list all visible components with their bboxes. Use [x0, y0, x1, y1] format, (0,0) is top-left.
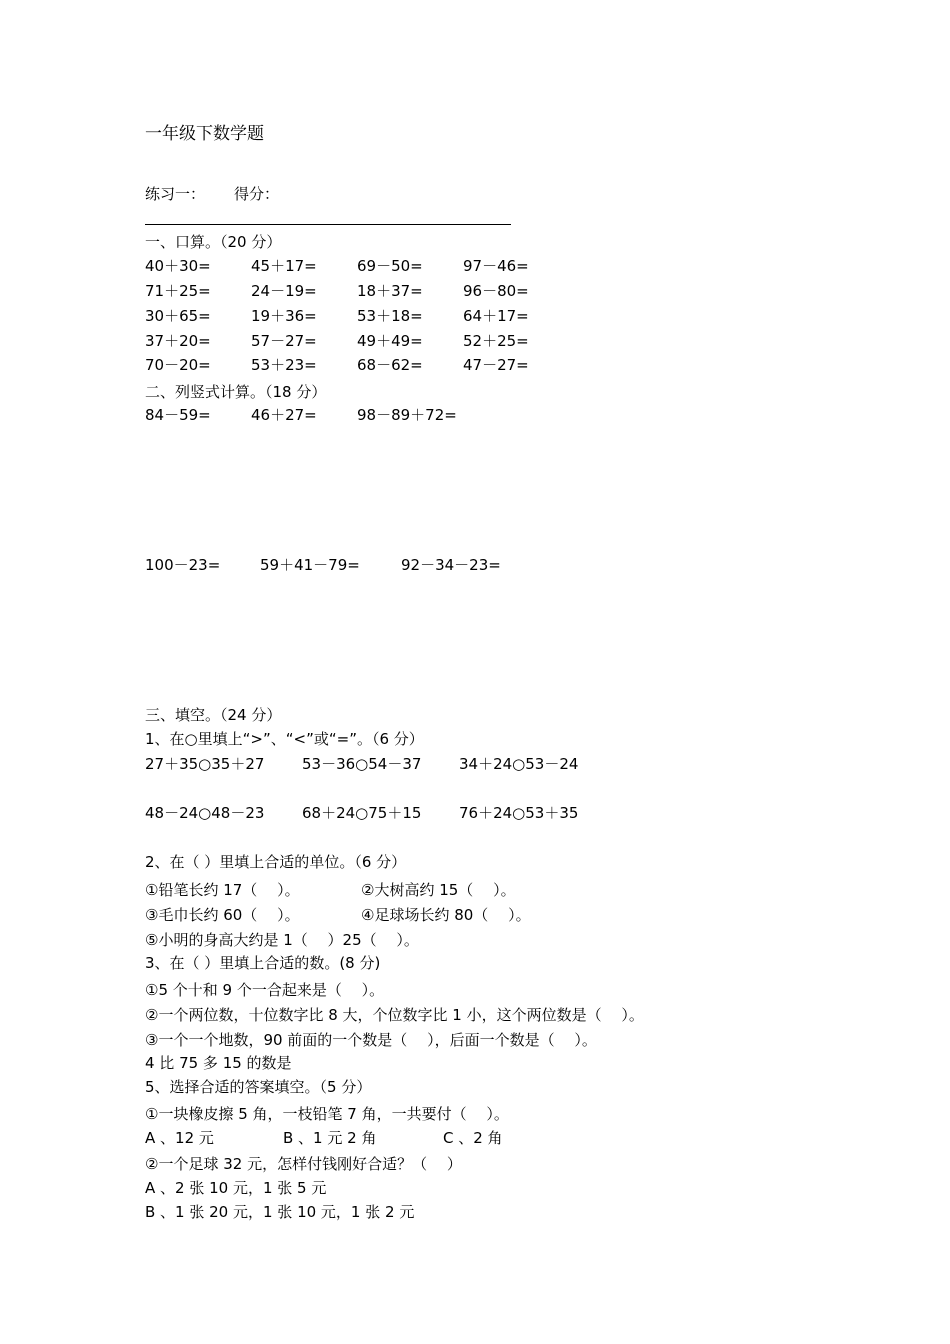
choice-option: A 、12 元 [145, 1129, 214, 1147]
fill-number-item: ③一个一个地数，90 前面的一个数是（ ），后面一个数是（ ）。 [145, 1031, 597, 1049]
unit-item: ①铅笔长约 17（ ）。 [145, 881, 300, 899]
unit-item: ④足球场长约 80（ ）。 [361, 906, 531, 924]
section2-heading: 二、列竖式计算。（18 分） [145, 383, 327, 401]
math-item: 53＋23= [251, 356, 317, 374]
q1-label: 1、在○里填上“>”、“<”或“=”。（6 分） [145, 730, 424, 748]
math-item: 24－19= [251, 282, 317, 300]
section1-heading: 一、口算。（20 分） [145, 233, 282, 251]
math-item: 53＋18= [357, 307, 423, 325]
page-title: 一年级下数学题 [145, 124, 264, 144]
math-item: 45＋17= [251, 257, 317, 275]
choice-option: A 、2 张 10 元，1 张 5 元 [145, 1179, 327, 1197]
math-item: 52＋25= [463, 332, 529, 350]
vertical-calc-item: 92－34－23= [401, 556, 501, 574]
unit-item: ③毛巾长约 60（ ）。 [145, 906, 300, 924]
q4-label: 4 比 75 多 15 的数是 [145, 1054, 292, 1072]
math-item: 69－50= [357, 257, 423, 275]
unit-item: ②大树高约 15（ ）。 [361, 881, 516, 899]
compare-item: 34＋24○53－24 [459, 755, 579, 773]
fill-number-item: ①5 个十和 9 个一合起来是（ ）。 [145, 981, 385, 999]
compare-item: 68＋24○75＋15 [302, 804, 422, 822]
math-item: 97－46= [463, 257, 529, 275]
vertical-calc-item: 46＋27= [251, 406, 317, 424]
vertical-calc-item: 59＋41－79= [260, 556, 360, 574]
q5-label: 5、选择合适的答案填空。（5 分） [145, 1078, 372, 1096]
math-item: 57－27= [251, 332, 317, 350]
compare-item: 27＋35○35＋27 [145, 755, 265, 773]
choice-question: ②一个足球 32 元，怎样付钱刚好合适？（ ） [145, 1155, 462, 1173]
choice-question: ①一块橡皮擦 5 角，一枝铅笔 7 角，一共要付（ ）。 [145, 1105, 509, 1123]
choice-option: B 、1 张 20 元，1 张 10 元，1 张 2 元 [145, 1203, 415, 1221]
exercise-label: 练习一： [145, 185, 206, 203]
math-item: 70－20= [145, 356, 211, 374]
math-item: 47－27= [463, 356, 529, 374]
compare-item: 53－36○54－37 [302, 755, 422, 773]
section3-heading: 三、填空。（24 分） [145, 706, 282, 724]
math-item: 68－62= [357, 356, 423, 374]
vertical-calc-item: 100－23= [145, 556, 221, 574]
math-item: 30＋65= [145, 307, 211, 325]
math-item: 64＋17= [463, 307, 529, 325]
q2-label: 2、在（ ）里填上合适的单位。（6 分） [145, 853, 407, 871]
math-item: 49＋49= [357, 332, 423, 350]
math-item: 19＋36= [251, 307, 317, 325]
vertical-calc-item: 98－89＋72= [357, 406, 457, 424]
compare-item: 48－24○48－23 [145, 804, 265, 822]
divider-line [145, 224, 511, 225]
math-item: 18＋37= [357, 282, 423, 300]
math-item: 71＋25= [145, 282, 211, 300]
q3-label: 3、在（ ）里填上合适的数。(8 分) [145, 954, 381, 972]
math-item: 37＋20= [145, 332, 211, 350]
fill-number-item: ②一个两位数，十位数字比 8 大，个位数字比 1 小，这个两位数是（ ）。 [145, 1006, 644, 1024]
math-item: 40＋30= [145, 257, 211, 275]
unit-item: ⑤小明的身高大约是 1（ ）25（ ）。 [145, 931, 419, 949]
score-label: 得分： [234, 185, 280, 203]
compare-item: 76＋24○53＋35 [459, 804, 579, 822]
vertical-calc-item: 84－59= [145, 406, 211, 424]
math-item: 96－80= [463, 282, 529, 300]
choice-option: C 、2 角 [443, 1129, 503, 1147]
choice-option: B 、1 元 2 角 [283, 1129, 377, 1147]
